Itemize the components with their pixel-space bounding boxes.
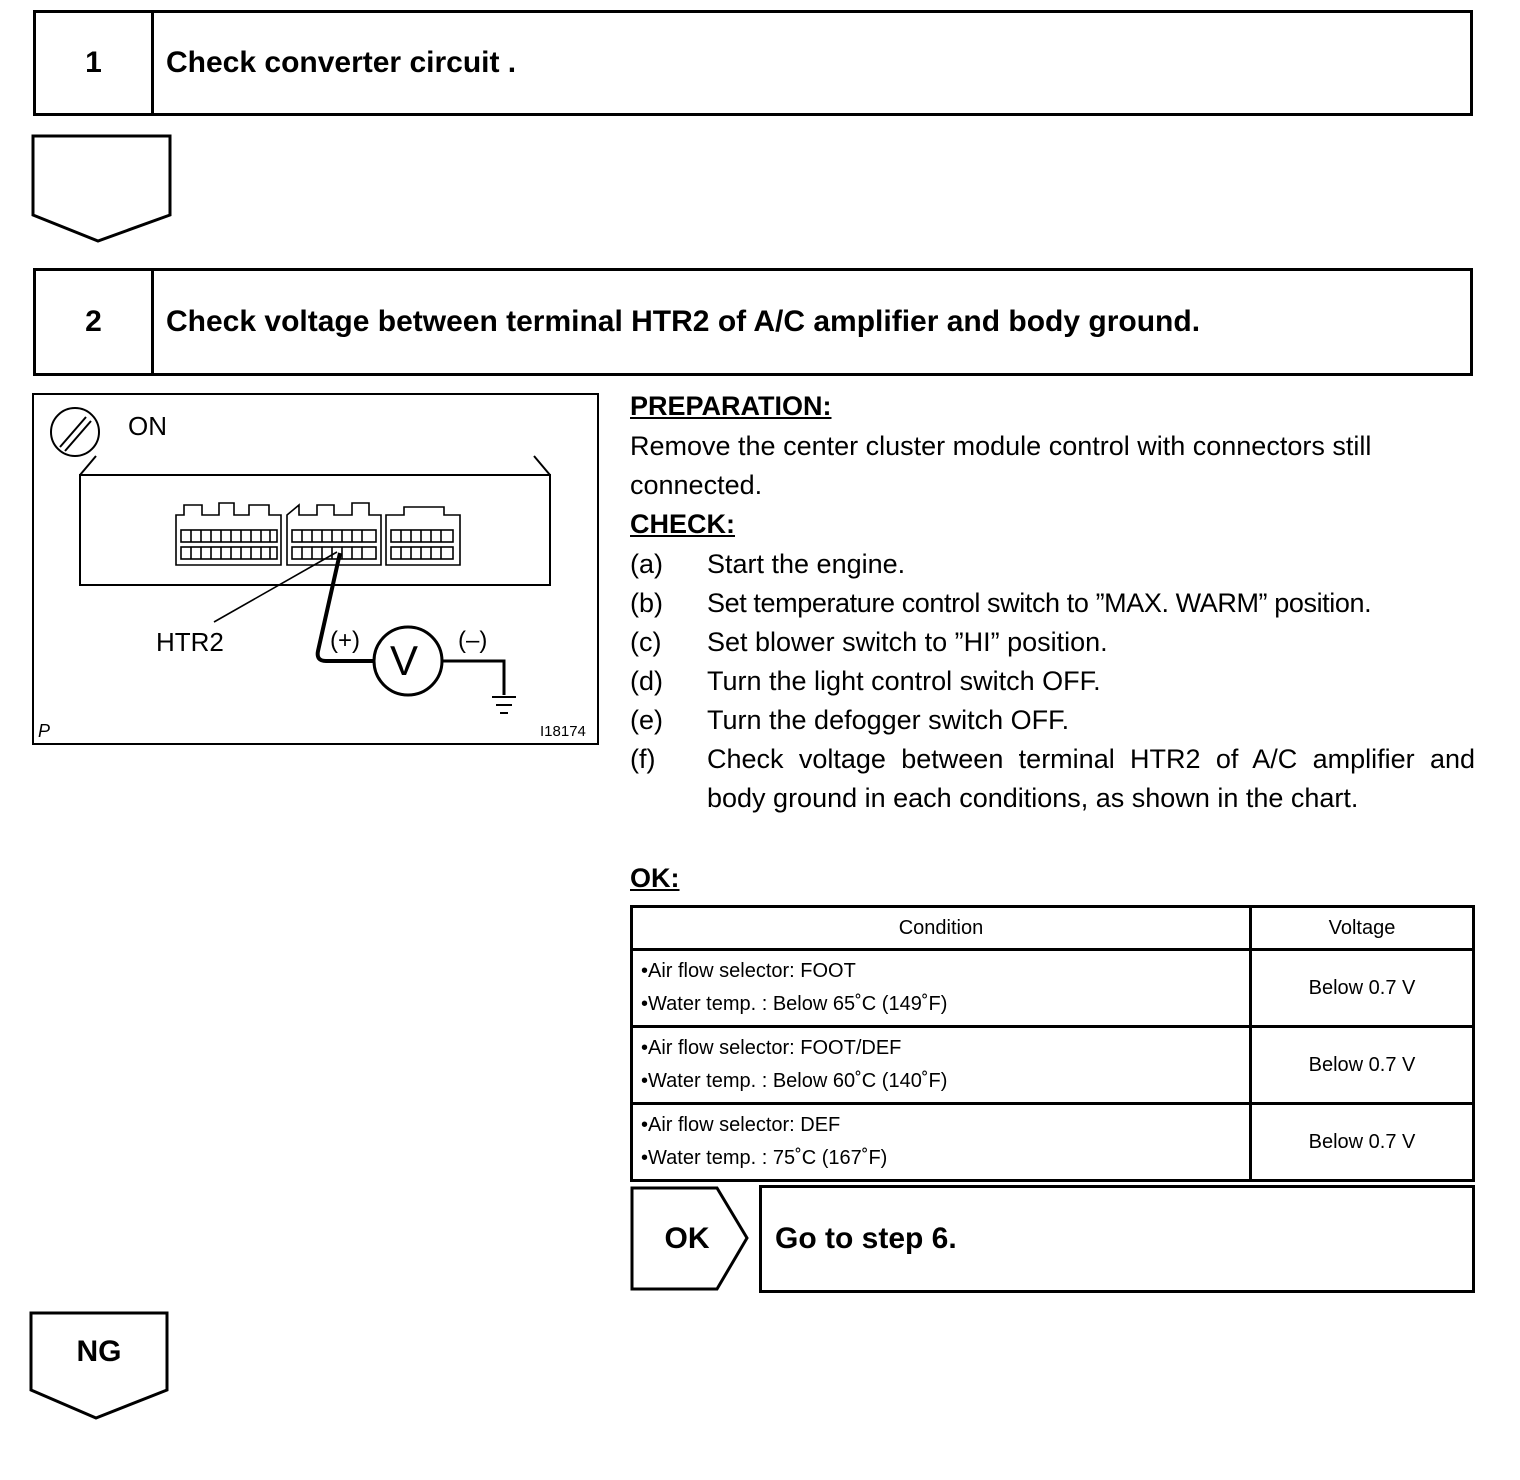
check-item-text: Set temperature control switch to ”MAX. WARM” position.: [707, 588, 1372, 618]
condition-line: •Air flow selector: FOOT/DEF: [641, 1037, 902, 1059]
proceed-arrow-icon: [30, 133, 175, 245]
table-header-voltage: Voltage: [1251, 907, 1474, 950]
voltage-cell: Below 0.7 V: [1251, 1027, 1474, 1104]
check-item-label: (a): [630, 549, 663, 579]
condition-line: •Water temp. : Below 60˚C (140˚F): [641, 1070, 948, 1092]
check-item-label: (e): [630, 705, 663, 735]
preparation-text: Remove the center cluster module control with connectors still connected.: [630, 431, 1372, 500]
ground-symbol-icon: [492, 697, 516, 713]
condition-cell: [632, 1104, 1251, 1181]
ignition-label: ON: [128, 411, 167, 441]
check-item-label: (f): [630, 744, 656, 774]
plus-label: (+): [330, 627, 360, 654]
figure-id: I18174: [540, 723, 586, 740]
check-item-label: (c): [630, 627, 662, 657]
step-2-title: Check voltage between terminal HTR2 of A/C amplifier and body ground.: [166, 305, 1201, 338]
corner-label: P: [38, 721, 51, 741]
connector-block: [176, 503, 460, 565]
check-item-text: Set blower switch to ”HI” position.: [707, 627, 1108, 657]
condition-cell: [632, 950, 1251, 1027]
table-header-row: [632, 907, 1474, 950]
condition-cell: [632, 1027, 1251, 1104]
condition-line: •Water temp. : Below 65˚C (149˚F): [641, 993, 948, 1015]
voltage-cell: Below 0.7 V: [1251, 950, 1474, 1027]
ok-label: OK: [664, 1221, 710, 1255]
ok-result-text: Go to step 6.: [759, 1185, 1475, 1293]
check-item-text: Start the engine.: [707, 549, 906, 579]
condition-line: •Water temp. : 75˚C (167˚F): [641, 1147, 888, 1169]
table-row: [632, 1027, 1474, 1104]
check-item-label: (b): [630, 588, 663, 618]
check-heading: CHECK:: [630, 509, 735, 539]
terminal-label: HTR2: [156, 627, 224, 657]
condition-table: [630, 905, 1475, 1182]
preparation-heading: PREPARATION:: [630, 391, 832, 421]
condition-line: •Air flow selector: DEF: [641, 1114, 841, 1136]
voltage-cell: Below 0.7 V: [1251, 1104, 1474, 1181]
table-row: [632, 950, 1474, 1027]
ok-heading: OK:: [630, 863, 680, 893]
table-row: [632, 1104, 1474, 1181]
check-item-label: (d): [630, 666, 663, 696]
connector-diagram: [34, 395, 597, 743]
step-2-box: [33, 268, 1473, 376]
step-1-title: Check converter circuit .: [166, 46, 517, 79]
condition-line: •Air flow selector: FOOT: [641, 960, 856, 982]
wiring-figure: [32, 393, 599, 745]
check-item-text: Turn the defogger switch OFF.: [707, 705, 1070, 735]
meter-symbol: V: [390, 637, 419, 684]
step-1-number: 1: [36, 13, 154, 113]
check-item-text: Check voltage between terminal HTR2 of A/C amplifier and body ground in each conditions, as shown in the chart.: [707, 744, 1475, 813]
ng-label: NG: [76, 1335, 122, 1368]
check-item-text: Turn the light control switch OFF.: [707, 666, 1101, 696]
ignition-switch-icon: [51, 408, 99, 456]
table-header-condition: Condition: [632, 907, 1251, 950]
step-1-box: [33, 10, 1473, 116]
minus-label: (–): [458, 627, 488, 654]
step-2-number: 2: [36, 271, 154, 373]
